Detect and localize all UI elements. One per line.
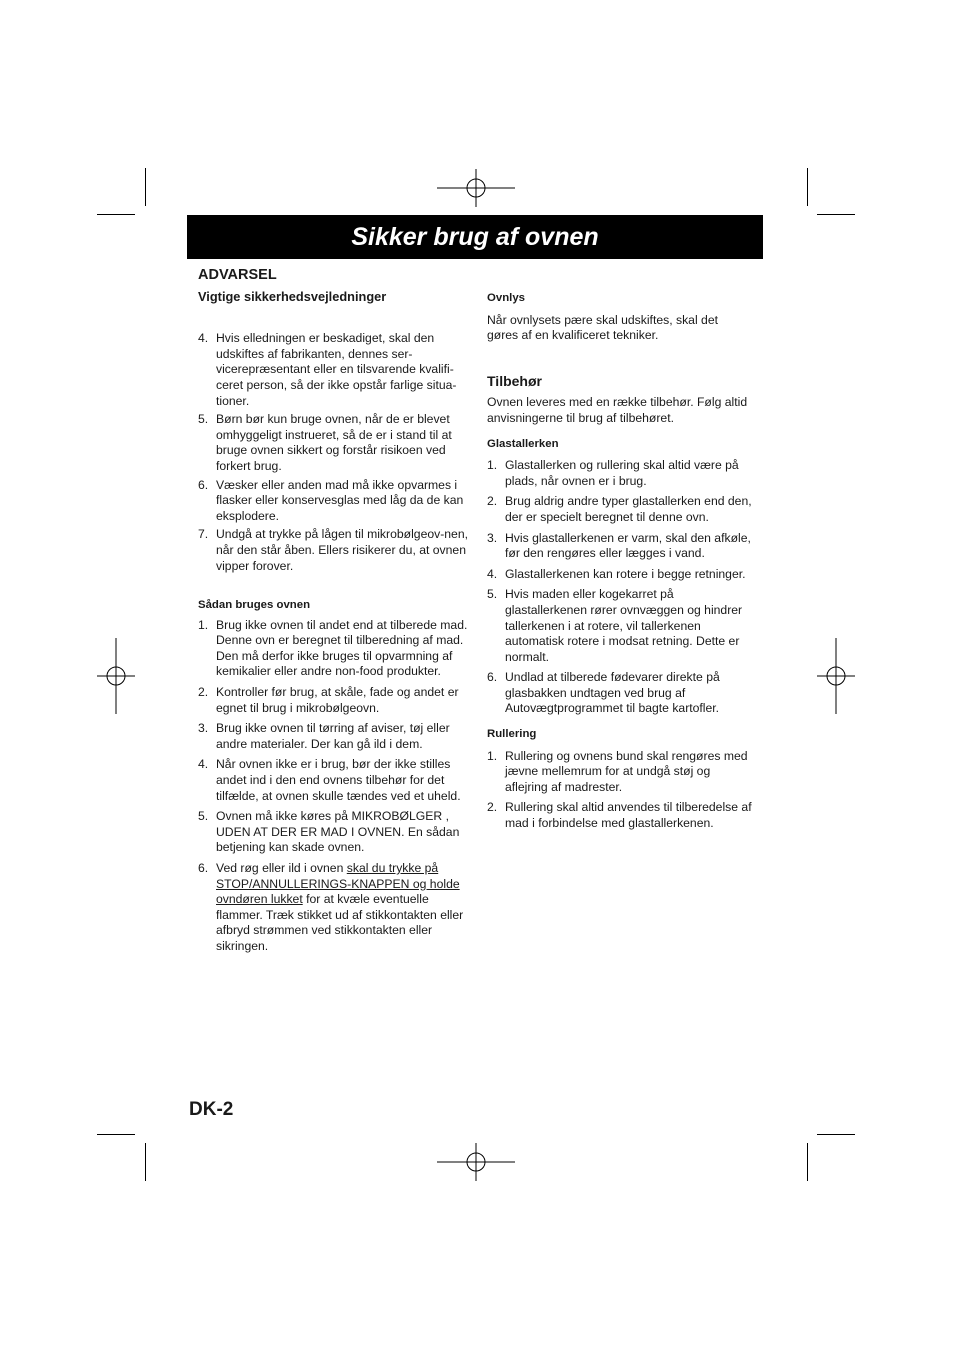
list-item xyxy=(487,531,752,562)
list-item xyxy=(198,861,468,955)
accessories-intro: Ovnen leveres med en række tilbehør. Følg altid anvisningerne til brug af tilbehøret. xyxy=(487,395,748,425)
usage-heading: Sådan bruges ovnen xyxy=(198,599,311,612)
item-number: 1. xyxy=(487,748,498,763)
list-item xyxy=(198,757,468,804)
item-number: 2. xyxy=(487,800,498,815)
item-text: Når ovnen ikke er i brug, bør der ikke stilles andet ind i den end ovnens tilbehør for det tilfælde, at ovnen skulle tændes ved et uheld. xyxy=(216,757,461,803)
page-title: Sikker brug af ovnen xyxy=(187,215,763,259)
warning-heading: ADVARSEL xyxy=(198,267,277,283)
accessories-heading: Tilbehør xyxy=(487,372,542,389)
item-number: 6. xyxy=(487,670,498,685)
left-column xyxy=(198,268,468,960)
list-item xyxy=(198,721,468,752)
item-number: 6. xyxy=(198,477,209,492)
item-text: Glastallerken og rullering skal altid være på plads, når ovnen er i brug. xyxy=(505,458,739,488)
list-item xyxy=(487,458,752,489)
list-item xyxy=(487,670,752,717)
right-column xyxy=(487,291,752,837)
list-item xyxy=(487,494,752,525)
item-text: Rullering skal altid anvendes til tilberedelse af mad i forbindelse med glastallerkenen. xyxy=(505,800,752,831)
list-item xyxy=(487,587,752,665)
item-text: Børn bør kun bruge ovnen, når de er blevet omhyggeligt instrueret, så de er i stand til at bruge ovnen sikkert og forstår risikoen ved forkert brug. xyxy=(216,412,452,473)
item-number: 1. xyxy=(487,458,498,473)
crop-mark xyxy=(97,1134,135,1135)
registration-mark-bottom xyxy=(437,1143,515,1181)
item-text-pre: Ved røg eller ild i ovnen xyxy=(216,861,347,875)
warning-subheading: Vigtige sikkerhedsvejledninger xyxy=(198,288,387,304)
glass-heading: Glastallerken xyxy=(487,437,559,450)
item-number: 2. xyxy=(198,685,209,700)
list-item xyxy=(487,749,752,796)
glass-list xyxy=(487,458,752,717)
usage-list xyxy=(198,618,468,955)
list-item xyxy=(198,527,468,574)
item-number: 1. xyxy=(198,617,209,632)
item-number: 4. xyxy=(198,331,209,346)
item-text: Undlad at tilberede fødevarer direkte på glasbakken undtagen ved brug af Autovægtprogrammet til bagte kartofler. xyxy=(505,670,720,716)
item-text: Hvis maden eller kogekarret på glastallerkenen rører ovnvæggen og hindrer tallerkenen i at rotere, vil tallerkenen automatisk rotere i modsat retning. Dette er normalt. xyxy=(505,587,743,664)
item-number: 6. xyxy=(198,861,209,875)
item-text-post: for at kvæle eventuelle flammer. Træk stikket ud af stikkontakten eller afbryd strømmen ved stikkontakten eller sikringen. xyxy=(216,892,464,953)
item-text: Brug ikke ovnen til andet end at tilberede mad. Denne ovn er beregnet til tilberedning af mad. Den må derfor ikke bruges til opvarmning af kemikalier eller andre non-food produkter. xyxy=(216,617,468,679)
item-number: 5. xyxy=(198,412,209,427)
item-text: Brug ikke ovnen til tørring af aviser, tøj eller andre materialer. Der kan gå ild i dem. xyxy=(216,721,450,751)
crop-mark xyxy=(807,1143,808,1181)
crop-mark xyxy=(145,168,146,206)
lamp-text: Når ovnlysets pære skal udskiftes, skal det gøres af en kvalificeret tekniker. xyxy=(487,312,718,343)
item-text: Undgå at trykke på lågen til mikrobølgeov-nen, når den står åben. Ellers risikerer du, at ovnen vipper forover. xyxy=(216,527,469,573)
crop-mark xyxy=(817,214,855,215)
crop-mark xyxy=(817,1134,855,1135)
item-number: 5. xyxy=(487,587,498,602)
lamp-heading: Ovnlys xyxy=(487,292,525,304)
ring-heading: Rullering xyxy=(487,728,537,741)
item-number: 3. xyxy=(198,721,209,736)
crop-mark xyxy=(145,1143,146,1181)
safety-list xyxy=(198,331,468,574)
item-text: Brug aldrig andre typer glastallerken end den, der er specielt beregnet til denne ovn. xyxy=(505,494,752,524)
list-item xyxy=(198,412,468,474)
registration-mark-right xyxy=(817,638,855,714)
list-item xyxy=(487,567,752,583)
item-text: Hvis glastallerkenen er varm, skal den afkøle, før den rengøres eller lægges i vand. xyxy=(505,530,751,561)
list-item xyxy=(198,685,468,716)
registration-mark-top xyxy=(437,169,515,207)
item-text: Hvis elledningen er beskadiget, skal den udskiftes af fabrikanten, dennes ser-vicerepræsentant eller en tilsvarende kvalifi-ceret person, så der ikke opstår farlige situa-tioner. xyxy=(216,331,457,408)
item-number: 4. xyxy=(487,566,498,581)
item-text: Glastallerkenen kan rotere i begge retninger. xyxy=(505,566,746,581)
item-number: 7. xyxy=(198,527,209,542)
list-item xyxy=(487,800,752,831)
item-text: Rullering og ovnens bund skal rengøres med jævne mellemrum for at undgå støj og aflejring af madrester. xyxy=(505,748,748,794)
list-item xyxy=(198,618,468,680)
ring-list xyxy=(487,749,752,832)
list-item xyxy=(198,331,468,409)
crop-mark xyxy=(97,214,135,215)
item-text xyxy=(216,861,468,955)
item-number: 3. xyxy=(487,530,498,545)
registration-mark-left xyxy=(97,638,135,714)
item-text: Væsker eller anden mad må ikke opvarmes i flasker eller konservesglas med låg da de kan eksplodere. xyxy=(216,477,464,523)
item-text-underlined: skal du trykke på STOP/ANNULLERINGS-KNAPPEN og holde ovndøren lukket xyxy=(216,861,460,907)
item-number: 5. xyxy=(198,809,209,824)
list-item xyxy=(198,478,468,525)
item-number: 4. xyxy=(198,757,209,772)
crop-mark xyxy=(807,168,808,206)
item-number: 2. xyxy=(487,494,498,509)
page-number: DK-2 xyxy=(189,1099,234,1120)
item-text: Kontroller før brug, at skåle, fade og andet er egnet til brug i mikrobølgeovn. xyxy=(216,685,459,715)
list-item xyxy=(198,809,468,856)
item-text: Ovnen må ikke køres på MIKROBØLGER , UDEN AT DER ER MAD I OVNEN. En sådan betjening kan skade ovnen. xyxy=(216,809,460,855)
